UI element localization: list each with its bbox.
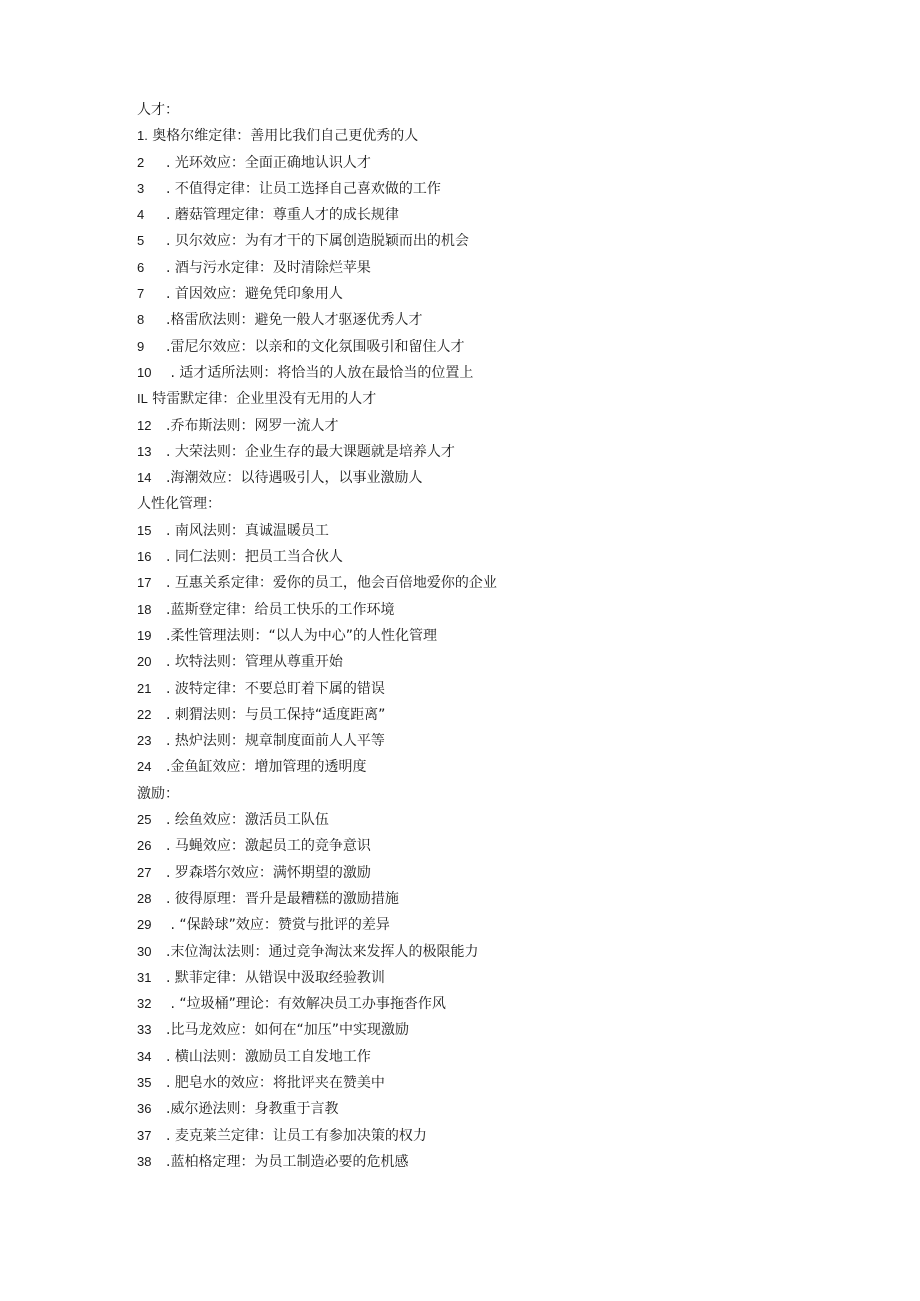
item-text: .格雷欣法则：避免一般人才驱逐优秀人才	[166, 312, 423, 329]
list-item	[137, 386, 837, 412]
list-item	[137, 1017, 837, 1043]
item-text: . “垃圾桶”理论：有效解决员工办事拖沓作风	[166, 996, 446, 1013]
list-item	[137, 439, 837, 465]
item-text: . 光环效应：全面正确地认识人才	[166, 154, 371, 171]
item-number: 37	[137, 1127, 152, 1143]
list-item	[137, 360, 837, 386]
item-text: . 热炉法则：规章制度面前人人平等	[166, 733, 385, 750]
list-item	[137, 307, 837, 333]
item-number: 1.	[137, 128, 148, 144]
item-number: 28	[137, 890, 152, 906]
item-text: . 南风法则：真诚温暖员工	[166, 522, 329, 539]
item-text: .威尔逊法则：身教重于言教	[166, 1101, 339, 1118]
section-heading: 人性化管理：	[137, 496, 221, 513]
list-item	[137, 728, 837, 754]
item-number: 21	[137, 680, 152, 696]
item-text: .蓝柏格定理：为员工制造必要的危机感	[166, 1153, 409, 1170]
item-number: 3	[137, 180, 145, 196]
list-item	[137, 702, 837, 728]
item-number: 12	[137, 417, 152, 433]
list-item	[137, 334, 837, 360]
list-item	[137, 860, 837, 886]
list-item	[137, 1123, 837, 1149]
item-number: 15	[137, 522, 152, 538]
item-number: 22	[137, 706, 152, 722]
item-number: 29	[137, 917, 152, 933]
list-item	[137, 676, 837, 702]
item-text: . 横山法则：激励员工自发地工作	[166, 1048, 371, 1065]
item-text: .海潮效应：以待遇吸引人，以事业激励人	[166, 470, 423, 487]
item-text: .蓝斯登定律：给员工快乐的工作环境	[166, 601, 395, 618]
item-number: 17	[137, 575, 152, 591]
list-item	[137, 176, 837, 202]
list-item	[137, 228, 837, 254]
item-number: 16	[137, 549, 152, 565]
item-number: IL	[137, 391, 148, 407]
item-text: 奥格尔维定律：善用比我们自己更优秀的人	[152, 128, 419, 145]
item-number: 27	[137, 864, 152, 880]
list-item	[137, 1044, 837, 1070]
list-item	[137, 150, 837, 176]
item-text: . 罗森塔尔效应：满怀期望的激励	[166, 864, 371, 881]
item-number: 20	[137, 654, 152, 670]
item-number: 10	[137, 364, 152, 380]
list-item	[137, 1149, 837, 1175]
item-number: 30	[137, 943, 152, 959]
list-item	[137, 465, 837, 491]
item-text: . 大荣法则：企业生存的最大课题就是培养人才	[166, 443, 455, 460]
item-text: .乔布斯法则：网罗一流人才	[166, 417, 339, 434]
item-text: . 刺猬法则：与员工保持“适度距离”	[166, 706, 386, 723]
list-item	[137, 1070, 837, 1096]
list-item	[137, 754, 837, 780]
list-item	[137, 939, 837, 965]
item-number: 13	[137, 443, 152, 459]
list-item	[137, 544, 837, 570]
item-number: 5	[137, 233, 145, 249]
item-text: . 坎特法则：管理从尊重开始	[166, 654, 343, 671]
item-number: 32	[137, 996, 152, 1012]
item-text: . 绘鱼效应：激活员工队伍	[166, 812, 329, 829]
item-number: 19	[137, 627, 152, 643]
item-number: 4	[137, 207, 145, 223]
item-text: 特雷默定律：企业里没有无用的人才	[152, 391, 377, 408]
list-item	[137, 623, 837, 649]
list-item	[137, 518, 837, 544]
item-number: 25	[137, 812, 152, 828]
item-text: .柔性管理法则：“以人为中心”的人性化管理	[166, 627, 437, 644]
item-text: . 麦克莱兰定律：让员工有参加决策的权力	[166, 1127, 427, 1144]
item-text: .雷尼尔效应：以亲和的文化氛围吸引和留住人才	[166, 338, 465, 355]
list-item	[137, 255, 837, 281]
item-number: 2	[137, 154, 145, 170]
item-text: . 同仁法则：把员工当合伙人	[166, 549, 343, 566]
item-number: 8	[137, 312, 145, 328]
item-number: 14	[137, 470, 152, 486]
item-number: 36	[137, 1101, 152, 1117]
item-number: 26	[137, 838, 152, 854]
list-item	[137, 597, 837, 623]
item-number: 23	[137, 733, 152, 749]
list-item	[137, 1096, 837, 1122]
list-item	[137, 912, 837, 938]
item-text: . 互惠关系定律：爱你的员工，他会百倍地爱你的企业	[166, 575, 497, 592]
item-text: . 马蝇效应：激起员工的竞争意识	[166, 838, 371, 855]
list-item	[137, 123, 837, 149]
item-text: . 适才适所法则：将恰当的人放在最恰当的位置上	[166, 364, 474, 381]
item-text: . 不值得定律：让员工选择自己喜欢做的工作	[166, 180, 441, 197]
item-number: 35	[137, 1074, 152, 1090]
list-item	[137, 991, 837, 1017]
item-text: .金鱼缸效应：增加管理的透明度	[166, 759, 367, 776]
item-number: 24	[137, 759, 152, 775]
item-number: 38	[137, 1153, 152, 1169]
list-item	[137, 649, 837, 675]
item-text: . 肥皂水的效应：将批评夹在赞美中	[166, 1074, 385, 1091]
item-text: . 彼得原理：晋升是最糟糕的激励措施	[166, 890, 399, 907]
list-item	[137, 202, 837, 228]
list-item	[137, 807, 837, 833]
item-text: . 贝尔效应：为有才干的下属创造脱颖而出的机会	[166, 233, 469, 250]
item-number: 7	[137, 286, 145, 302]
item-number: 33	[137, 1022, 152, 1038]
item-text: . “保龄球”效应：赞赏与批评的差异	[166, 917, 390, 934]
item-number: 34	[137, 1048, 152, 1064]
item-number: 18	[137, 601, 152, 617]
item-text: . 首因效应：避免凭印象用人	[166, 286, 343, 303]
list-item	[137, 833, 837, 859]
item-text: . 默菲定律：从错误中汲取经验教训	[166, 969, 385, 986]
section-heading: 人才：	[137, 102, 179, 118]
item-text: . 波特定律：不要总盯着下属的错误	[166, 680, 385, 697]
list-item	[137, 570, 837, 596]
item-text: .比马龙效应：如何在“加压”中实现激励	[166, 1022, 409, 1039]
list-item	[137, 886, 837, 912]
list-item	[137, 413, 837, 439]
list-item	[137, 281, 837, 307]
document-body	[137, 97, 837, 1175]
item-number: 31	[137, 969, 152, 985]
item-number: 6	[137, 259, 145, 275]
section-heading: 激励：	[137, 785, 179, 802]
item-number: 9	[137, 338, 145, 354]
item-text: . 蘑菇管理定律：尊重人才的成长规律	[166, 207, 399, 224]
list-item	[137, 965, 837, 991]
item-text: . 酒与污水定律：及时清除烂苹果	[166, 259, 371, 276]
item-text: .末位淘汰法则：通过竞争淘汰来发挥人的极限能力	[166, 943, 479, 960]
